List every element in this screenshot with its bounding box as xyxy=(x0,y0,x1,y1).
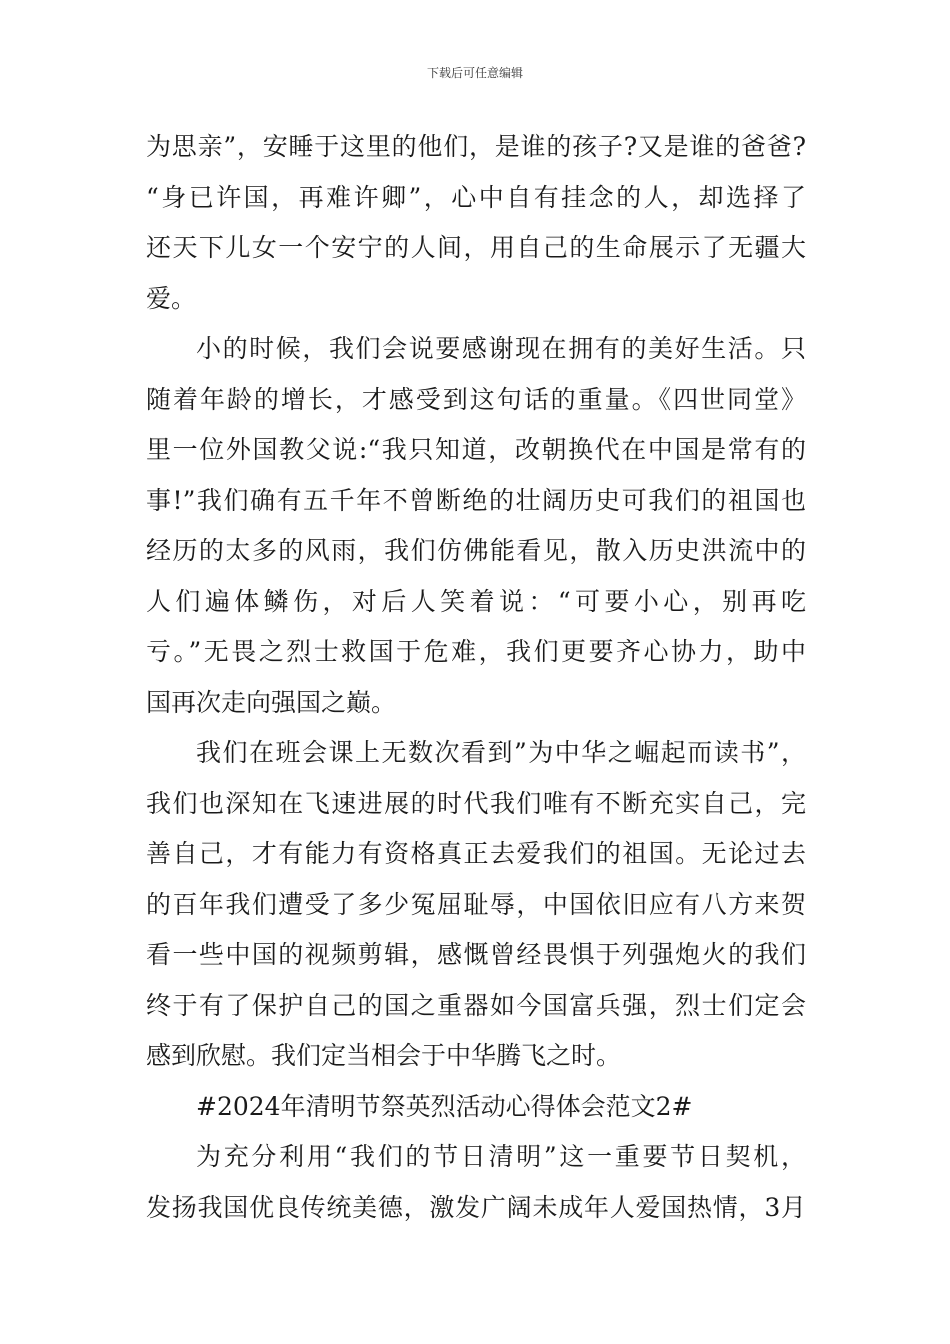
text-line: 亏。”无畏之烈士救国于危难，我们更要齐心协力，助中 xyxy=(146,637,806,666)
text-line: 的百年我们遭受了多少冤屈耻辱，中国依旧应有八方来贺 xyxy=(146,889,806,919)
text-line: 爱。 xyxy=(146,283,197,313)
text-line: 小的时候，我们会说要感谢现在拥有的美好生活。只 xyxy=(196,334,806,363)
text-line: 善自己，才有能力有资格真正去爱我们的祖国。无论过去 xyxy=(146,839,806,868)
text-line: 国再次走向强国之巅。 xyxy=(146,687,397,717)
text-line: #2024年清明节祭英烈活动心得体会范文2# xyxy=(196,1091,693,1121)
page-header: 下载后可任意编辑 xyxy=(426,66,523,80)
text-line: 看一些中国的视频剪辑，感慨曾经畏惧于列强炮火的我们 xyxy=(146,940,806,969)
text-line: 为充分利用“我们的节日清明”这一重要节日契机， xyxy=(196,1142,806,1171)
text-line: 我们在班会课上无数次看到”为中华之崛起而读书”， xyxy=(196,738,806,767)
text-line: 随着年龄的增长，才感受到这句话的重量。《四世同堂》 xyxy=(146,384,806,414)
text-line: 我们也深知在飞速进展的时代我们唯有不断充实自己，完 xyxy=(146,788,806,818)
text-line: 还天下儿女一个安宁的人间，用自己的生命展示了无疆大 xyxy=(146,233,806,262)
text-line: “身已许国，再难许卿”，心中自有挂念的人，却选择了 xyxy=(146,182,806,212)
text-line: 人们遍体鳞伤，对后人笑着说：“可要小心，别再吃 xyxy=(146,586,806,616)
text-line: 发扬我国优良传统美德，激发广阔未成年人爱国热情，3月 xyxy=(146,1192,806,1222)
text-line: 里一位外国教父说:“我只知道，改朝换代在中国是常有的 xyxy=(146,435,806,464)
text-line: 事!”我们确有五千年不曾断绝的壮阔历史可我们的祖国也 xyxy=(146,485,806,515)
text-line: 终于有了保护自己的国之重器如今国富兵强，烈士们定会 xyxy=(146,990,806,1020)
document-body xyxy=(146,122,806,1233)
text-line: 感到欣慰。我们定当相会于中华腾飞之时。 xyxy=(146,1041,622,1070)
text-line: 为思亲”，安睡于这里的他们，是谁的孩子?又是谁的爸爸? xyxy=(146,132,806,161)
text-line: 经历的太多的风雨，我们仿佛能看见，散入历史洪流中的 xyxy=(146,536,806,565)
